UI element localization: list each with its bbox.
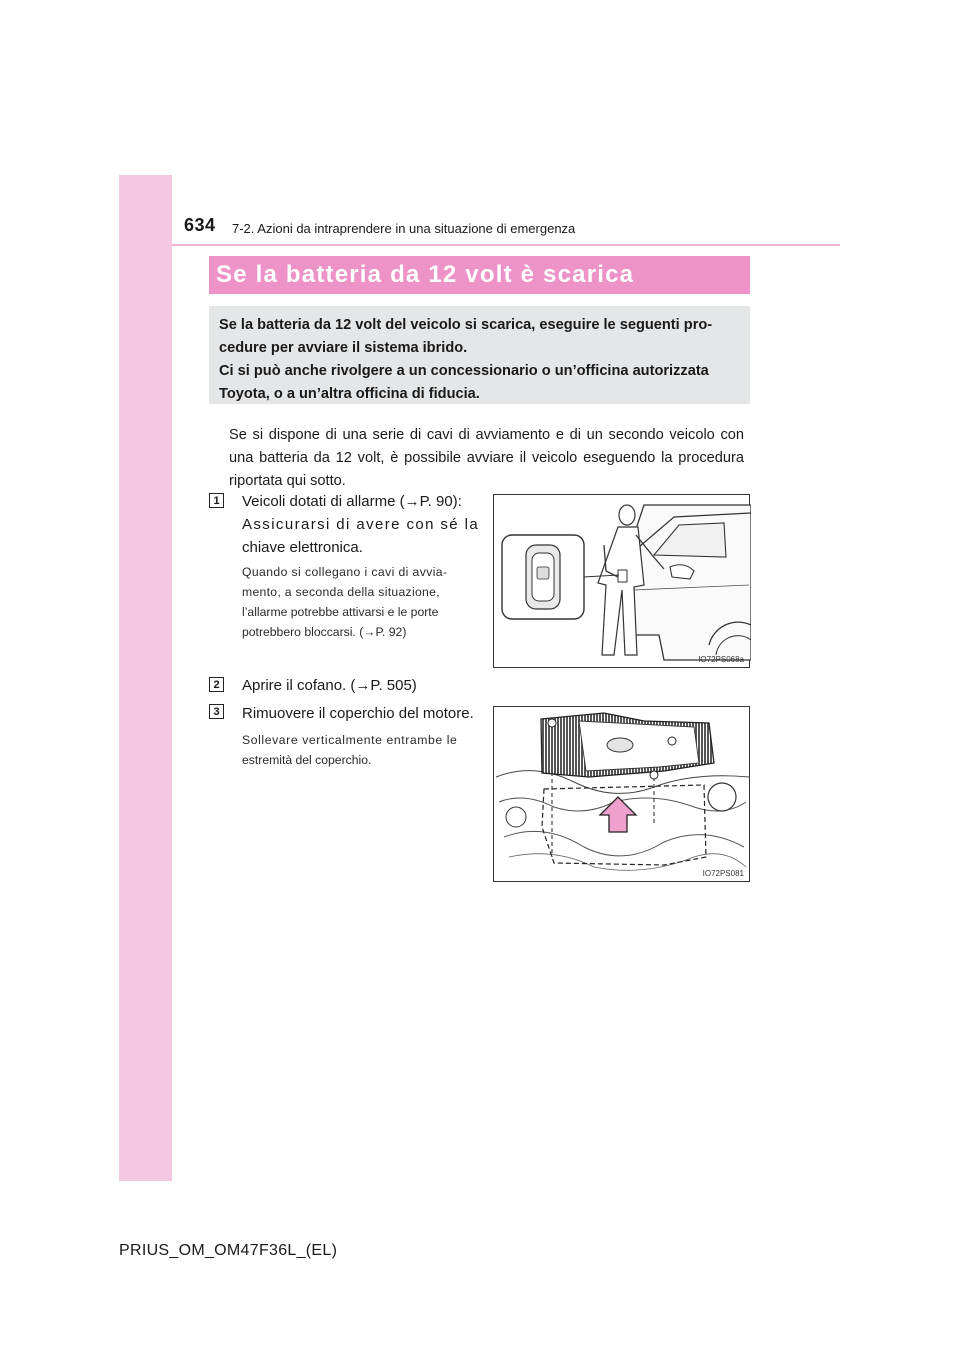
- chapter-title: 7-2. Azioni da intraprendere in una situazione di emergenza: [232, 221, 576, 236]
- figure-key-at-door: [493, 494, 750, 668]
- step-1-note-line: Quando si collegano i cavi di avvia-: [242, 565, 448, 579]
- intro-text: [219, 314, 741, 406]
- step-1-title-line: Veicoli dotati di allarme (→P. 90):: [242, 493, 462, 510]
- step-1-title: [242, 490, 479, 559]
- step-number-2: 2: [209, 677, 224, 692]
- step-1-title-line: chiave elettronica.: [242, 539, 363, 556]
- step-3-title: Rimuovere il coperchio del motore.: [242, 705, 474, 722]
- side-tab-band: [119, 175, 172, 1181]
- step-number-1: 1: [209, 493, 224, 508]
- intro-line: Toyota, o a un’altra officina di fiducia.: [219, 386, 480, 402]
- step-1-note: [242, 562, 447, 642]
- engine-cover-removal-illustration: [494, 707, 751, 883]
- intro-line: Ci si può anche rivolgere a un concessionario o un’officina autorizzata: [219, 363, 709, 379]
- header-divider: [172, 244, 840, 246]
- step-3-note-line: Sollevare verticalmente entrambe le: [242, 733, 458, 747]
- intro-line: cedure per avviare il sistema ibrido.: [219, 340, 468, 356]
- section-title: Se la batteria da 12 volt è scarica: [216, 261, 635, 288]
- step-1-note-line: mento, a seconda della situazione,: [242, 585, 440, 599]
- figure-engine-cover: [493, 706, 750, 882]
- step-2-title: Aprire il cofano. (→P. 505): [242, 677, 417, 694]
- figure-code: IO72PS081: [702, 869, 744, 878]
- step-3-note-line: estremità del coperchio.: [242, 753, 372, 767]
- step-number-3: 3: [209, 704, 224, 719]
- body-paragraph: Se si dispone di una serie di cavi di avviamento e di un secondo veicolo con una batteria da 12 volt, è possibile avviare il veicolo eseguendo la procedura riportata qui sotto.: [229, 427, 744, 489]
- step-1-title-line: Assicurarsi di avere con sé la: [242, 516, 480, 533]
- step-1-note-line: l’allarme potrebbe attivarsi e le porte: [242, 605, 439, 619]
- figure-code: IO72PS068a: [698, 655, 744, 664]
- person-with-key-at-car-door-illustration: [494, 495, 751, 669]
- page-number: 634: [184, 215, 216, 235]
- intro-line: Se la batteria da 12 volt del veicolo si scarica, eseguire le seguenti pro-: [219, 317, 713, 333]
- step-1-note-line: potrebbero bloccarsi. (→P. 92): [242, 625, 407, 639]
- document-code: PRIUS_OM_OM47F36L_(EL): [119, 1242, 338, 1259]
- step-3-note: [242, 730, 457, 770]
